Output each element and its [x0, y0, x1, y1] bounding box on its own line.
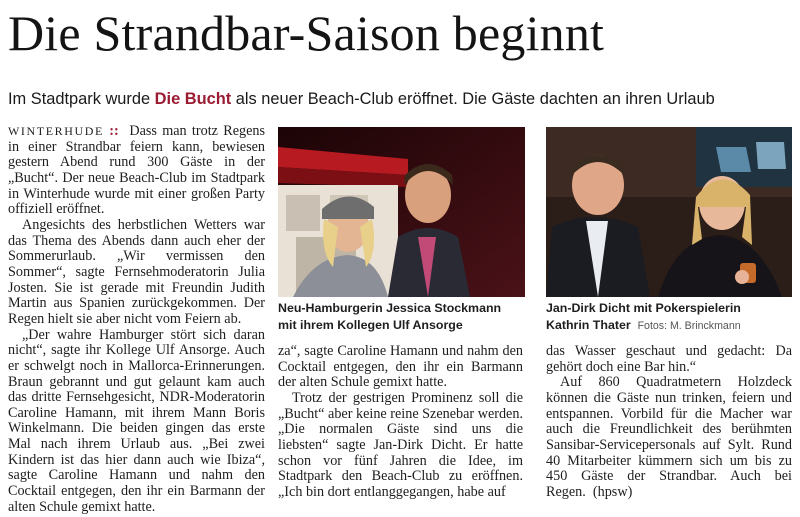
subheadline-before: Im Stadtpark wurde: [8, 90, 155, 108]
body-column-2: [278, 344, 523, 517]
photo-right-image: [546, 127, 792, 297]
dateline: WINTERHUDE: [8, 124, 104, 138]
body-text: Auf 860 Quadratmetern Holzdeck können die Gäste nun trinken, feiern und entspannen. Vorbild für die Macher war auch die Freundlichkeit des berühmten Sansibar-Servicepersonals auf Sylt. Rund 40 Mitarbeiter kümmern sich um bis zu 450 Gäste der Strandbar. Auch bei Regen.: [546, 374, 792, 500]
body-column-1: [8, 124, 265, 517]
caption-line: Jan-Dirk Dicht mit Pokerspielerin: [546, 301, 741, 315]
photo-stockmann-ansorge: [278, 127, 525, 297]
body-paragraph: [546, 375, 792, 500]
photo-left-image: [278, 127, 525, 297]
caption-line: mit ihrem Kollegen Ulf Ansorge: [278, 318, 463, 332]
author-tag: (hpsw): [592, 483, 633, 500]
caption-text: Kathrin Thater: [546, 318, 631, 332]
photo-left-caption: [278, 300, 528, 334]
body-paragraph: Angesichts des herbstlichen Wetters war das Thema des Abends dann auch eher der Sommerurlaub. „Wir vermissen den Sommer“, sagte Fernsehmoderatorin Julia Josten. Sie ist gerade mit Freundin Judith Martin aus Spanien zurückgekommen. Der Regen hielt sie aber nicht vom Feiern ab.: [8, 216, 265, 327]
photo-dicht-thater: [546, 127, 792, 297]
caption-line: Neu-Hamburgerin Jessica Stockmann: [278, 301, 502, 315]
subheadline: [8, 87, 715, 111]
body-paragraph: „Der wahre Hamburger stört sich daran nicht“, sagte ihr Kollege Ulf Ansorge. Auch er schwelgt noch in Mallorca-Erinnerungen. Braun gebrannt und gut gelaunt kam auch das dritte Fernsehgesicht, NDR-Moderatorin Caroline Hamann, mit ihrem Mann Boris Winkelmann. Die beiden gingen das erste Mal nach ihrem Urlaub aus. „Bei zwei Kindern ist das hier dann auch wie Ibiza“, sagte Caroline Hamann und nahm den Cocktail entgegen, den ihr ein Barmann der alten Schule gemixt hatte.: [8, 326, 265, 515]
body-paragraph: [8, 124, 265, 218]
subheadline-highlight: Die Bucht: [154, 90, 232, 108]
body-column-3: [546, 344, 792, 517]
body-paragraph: das Wasser geschaut und gedacht: Da gehört doch eine Bar hin.“: [546, 344, 792, 375]
dateline-marker: ::: [109, 124, 119, 139]
body-paragraph: Trotz der gestrigen Prominenz soll die „Bucht“ aber keine reine Szenebar werden. „Die normalen Gäste sind uns die liebsten“ sagte Jan-Dirk Dicht. Er hatte schon vor fünf Jahren die Idee, im Stadtpark den Beach-Club zu eröffnen. „Ich bin dort entlanggegangen, habe auf: [278, 389, 523, 500]
headline: Die Strandbar-Saison beginnt: [8, 5, 605, 61]
body-paragraph: za“, sagte Caroline Hamann und nahm den Cocktail entgegen, den ihr ein Barmann der alten Schule gemixt hatte.: [278, 344, 523, 391]
photo-right-caption: [546, 300, 796, 335]
photo-credit: Fotos: M. Brinckmann: [637, 320, 741, 332]
subheadline-after: als neuer Beach-Club eröffnet. Die Gäste dachten an ihren Urlaub: [231, 90, 715, 108]
body-text: Dass man trotz Regens in einer Strandbar feiern kann, bewiesen gestern Abend rund 300 Gäste in der „Bucht“. Der neue Beach-Club im Stadtpark in Winterhude wurde mit einer großen Party offiziell eröffnet.: [8, 124, 265, 218]
caption-line: [546, 317, 796, 335]
